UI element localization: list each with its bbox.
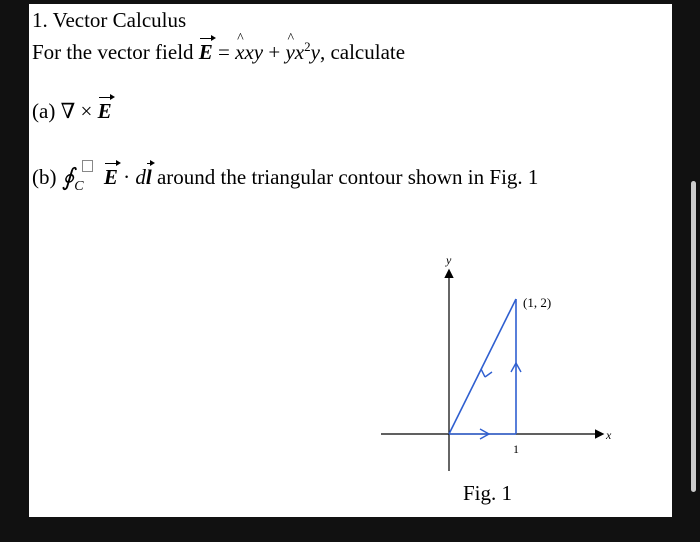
x-axis-label: x <box>606 428 612 442</box>
part-b-field: E <box>103 165 118 189</box>
x-tick-label: 1 <box>513 442 519 456</box>
plus-sign: + <box>268 40 281 64</box>
contour-subscript: C <box>74 179 84 194</box>
part-b-text: around the triangular contour shown in Fig. 1 <box>156 165 539 189</box>
problem-title: 1. Vector Calculus <box>32 8 187 32</box>
figure-caption: Fig. 1 <box>463 481 513 505</box>
direction-arrow-hypotenuse <box>481 369 492 377</box>
vertex-label: (1, 2) <box>523 295 552 310</box>
term2-exponent: 2 <box>304 39 311 54</box>
part-b <box>32 162 539 194</box>
equals-sign: = <box>218 40 230 64</box>
intro-suffix: , calculate <box>319 40 406 64</box>
y-axis-label: y <box>446 253 452 267</box>
dot-operator: · <box>123 165 131 189</box>
length-vector: l <box>145 165 152 189</box>
term2-base: x <box>294 40 305 64</box>
problem-statement <box>32 39 405 65</box>
differential-d: d <box>135 165 146 189</box>
contour-edge-hypotenuse <box>449 299 516 434</box>
field-symbol: E <box>198 40 213 64</box>
part-a <box>32 99 112 124</box>
curl-operator: ∇ × <box>60 99 93 123</box>
missing-glyph-box <box>82 160 93 172</box>
term1-rest: xy <box>244 40 264 64</box>
part-a-field: E <box>97 99 112 123</box>
triangle-contour-figure <box>369 249 619 479</box>
part-a-label: (a) <box>32 99 56 123</box>
term2-rest: y <box>310 40 320 64</box>
scrollbar-thumb[interactable] <box>691 181 696 492</box>
contour-integral-symbol: ∮ <box>61 165 75 191</box>
document-page <box>29 4 672 517</box>
part-b-label: (b) <box>32 165 57 189</box>
y-unit-vector: ^ y <box>285 40 294 65</box>
x-unit-vector: ^ x <box>235 40 244 65</box>
intro-prefix: For the vector field <box>32 40 194 64</box>
